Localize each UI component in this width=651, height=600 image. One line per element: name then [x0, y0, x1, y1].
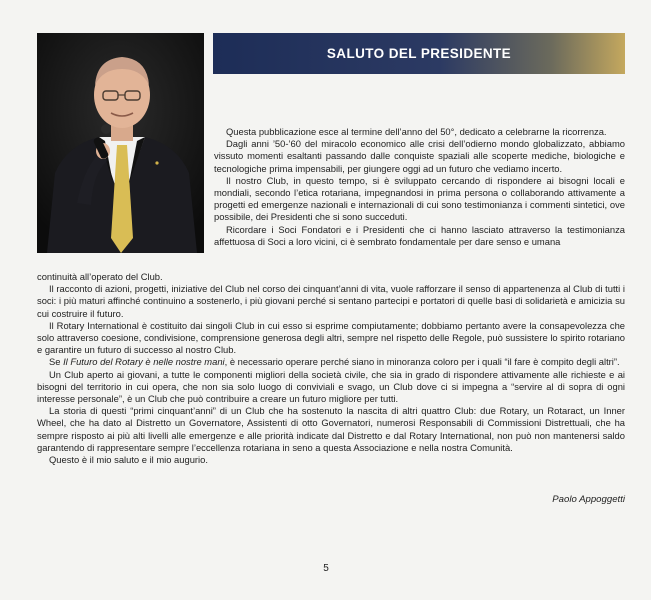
future-suffix: , è necessario operare perché siano in minoranza coloro per i quali “il fare è compito degli altri”. [224, 356, 620, 368]
future-prefix: Se [49, 356, 64, 368]
body-paragraph: Il racconto di azioni, progetti, iniziative del Club nel corso dei cinquant’anni di vita, vuole rafforzare il senso di appartenenza al Club di tutti i soci: i più maturi affinché continuino a sostenerlo, i più giovani perché si sentano partecipi e portatori di quelle basi di solidarietà e amicizia su cui costruire il futuro. [37, 283, 625, 319]
intro-paragraph: Il nostro Club, in questo tempo, si è sviluppato cercando di rispondere ai bisogni locali e mondiali, secondo l’etica rotariana, impegnandosi in prima persona o collaborando attivamente a progetti ed emergenze nazionali e internazionali di cui sono testimonianza i commenti sintetici, ove possibile, dei Presidenti che si sono succeduti. [214, 174, 625, 223]
president-portrait-illustration [37, 33, 204, 253]
body-paragraph: La storia di questi “primi cinquant’anni” di un Club che ha sostenuto la nascita di altri quattro Club: due Rotary, un Rotaract, un Inner Wheel, che ha dato al Distretto un Governatore, Assistenti di otto Governatori, numerosi Responsabili di Commissioni Distrettuali, che ha sempre risposto ai più alti livelli alle emergenze e alle priorità indicate dal Distretto e dal Rotary International, non può non mantenersi saldo garantendo di rappresentare sempre l’eccellenza rotariana in seno a questa Associazione e nella nostra Comunità. [37, 405, 625, 453]
future-italic: Il Futuro del Rotary è nelle nostre mani [63, 356, 225, 368]
intro-text-block [214, 126, 625, 248]
closing-paragraph: Questo è il mio saluto e il mio augurio. [49, 454, 208, 466]
body-paragraph-future [37, 356, 625, 368]
main-text-block [37, 271, 625, 466]
section-title-banner [213, 33, 625, 74]
signature: Paolo Appoggetti [552, 494, 625, 505]
body-paragraph: Un Club aperto ai giovani, a tutte le componenti migliori della società civile, che sia in grado di rispondere attivamente alle richieste e ai bisogni del territorio in cui opera, che non sia solo luogo di conviviali e svago, un Club dove ci si impegna a “servire al di sopra di ogni interesse personale”, è un Club che può contribuire a creare un futuro migliore per tutti. [37, 368, 625, 405]
intro-paragraph: Ricordare i Soci Fondatori e i Presidenti che ci hanno lasciato attraverso la testimonianza affettuosa di Soci a loro vicini, ci è sembrato fondamentale per dare senso e umana [214, 223, 625, 247]
section-title: SALUTO DEL PRESIDENTE [326, 46, 512, 61]
page-number: 5 [323, 563, 329, 574]
continuation-line: continuità all’operato del Club. [37, 271, 163, 282]
president-photo [37, 33, 204, 253]
body-paragraph: Il Rotary International è costituito dai singoli Club in cui esso si esprime compiutamente; dobbiamo pertanto avere la consapevolezza che solo attraverso coesione, condivisione, comprensione generosa degli altri, sempre nel rispetto delle Regole, può sussistere lo spirito rotariano e garantire un futuro di successo al nostro Club. [37, 319, 625, 356]
intro-paragraph: Dagli anni ’50-’60 del miracolo economico alle crisi dell’odierno mondo globalizzato, abbiamo vissuto momenti esaltanti passando dalle conquiste spaziali alle scoperte mediche, biologiche e tecnologiche prima impensabili, per giungere oggi ad un futuro che vediamo incerto. [214, 138, 625, 174]
intro-paragraph: Questa pubblicazione esce al termine dell’anno del 50°, dedicato a celebrarne la ricorrenza. [226, 126, 607, 137]
